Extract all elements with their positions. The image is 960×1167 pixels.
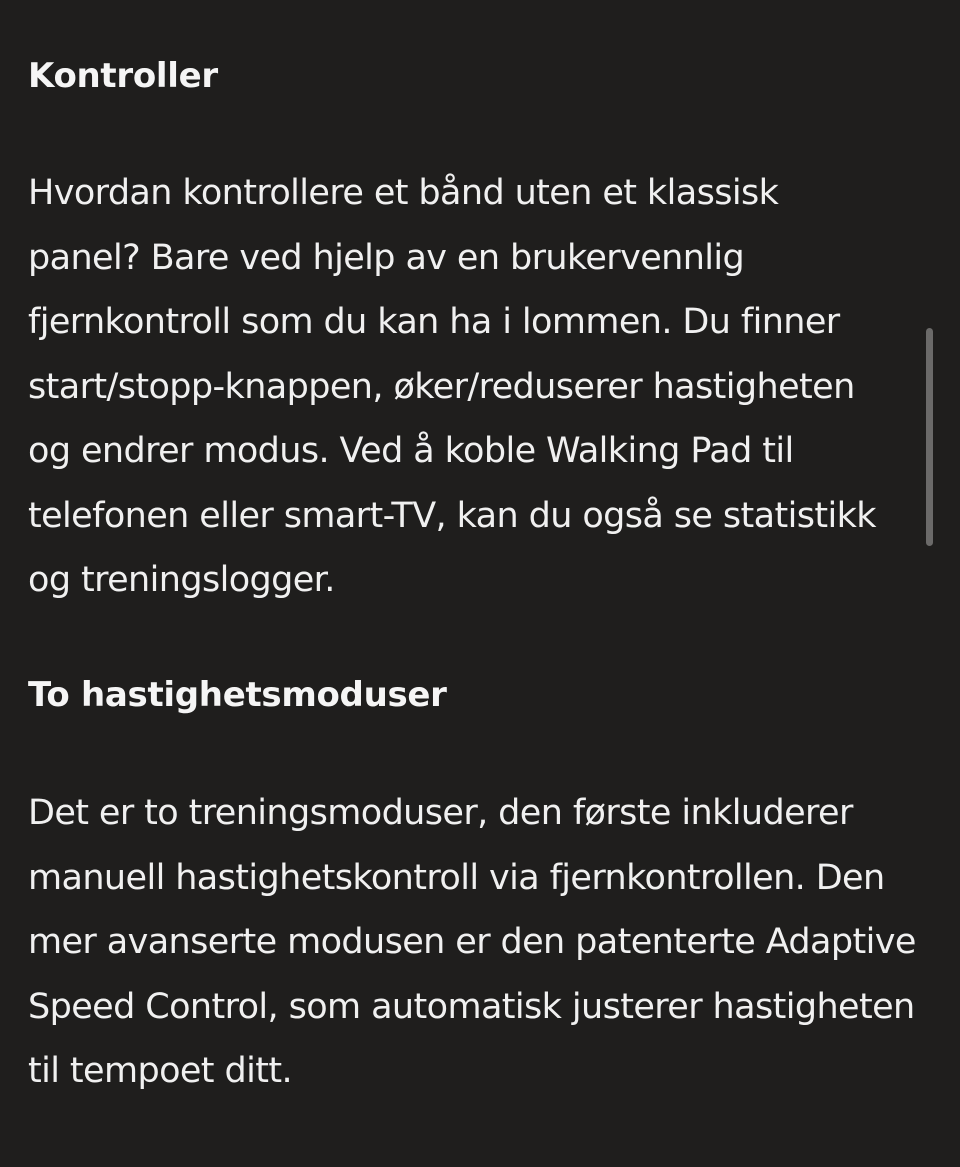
scrollbar-thumb[interactable]: [926, 328, 933, 546]
section-heading-kontroller: Kontroller: [28, 56, 218, 96]
section-paragraph-kontroller: Hvordan kontrollere et bånd uten et klassisk panel? Bare ved hjelp av en brukervennlig fjernkontroll som du kan ha i lommen. Du finner start/stopp-knappen, øker/reduserer hastigheten og endrer modus. Ved å koble Walking Pad til telefonen eller smart-TV, kan du også se statistikk og treningslogger.: [28, 173, 876, 600]
section-paragraph-hastighetsmoduser: Det er to treningsmoduser, den første inkluderer manuell hastighetskontroll via fjernkontrollen. Den mer avanserte modusen er den patenterte Adaptive Speed Control, som automatisk justerer hastigheten til tempoet ditt.: [28, 793, 916, 1091]
section-heading-hastighetsmoduser: To hastighetsmoduser: [28, 675, 447, 715]
